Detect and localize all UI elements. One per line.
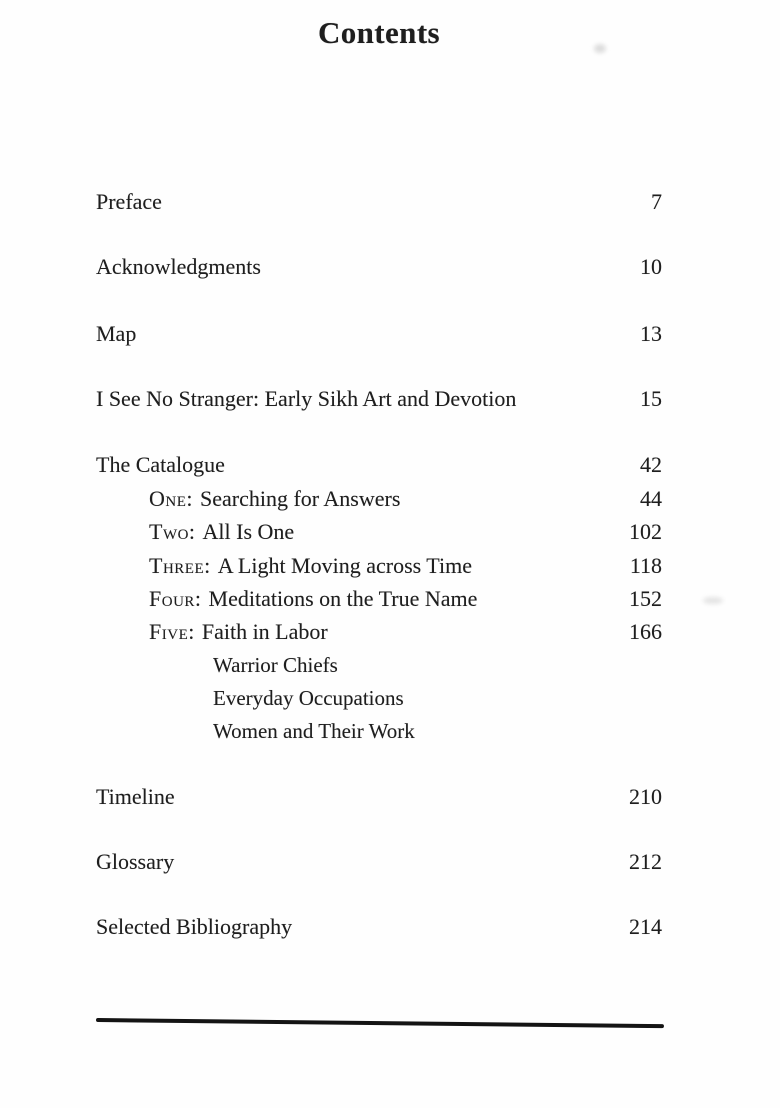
chapter-number: Three: <box>149 553 211 578</box>
toc-entry-page: 152 <box>629 586 662 611</box>
chapter-title: Searching for Answers <box>200 486 401 511</box>
chapter-title: Faith in Labor <box>201 619 328 644</box>
toc-entry-label: The Catalogue <box>96 452 225 477</box>
toc-entry-timeline <box>96 784 662 810</box>
toc-entry-chapter-five <box>96 619 662 645</box>
toc-entry-label <box>96 553 472 579</box>
chapter-number: Four: <box>149 586 202 611</box>
toc-entry-label <box>96 519 294 545</box>
toc-entry-selected-bibliography <box>96 914 662 940</box>
toc-entry-catalogue <box>96 452 662 478</box>
footer-rule <box>96 1018 664 1028</box>
toc-entry-chapter-three <box>96 553 662 579</box>
toc-entry-page: 13 <box>640 321 662 346</box>
toc-entry-page: 118 <box>629 553 662 578</box>
toc-entry-label: Selected Bibliography <box>96 914 293 939</box>
toc-entry-label <box>96 619 328 645</box>
toc-entry-page: 102 <box>629 519 662 544</box>
toc-entry-everyday-occupations <box>96 686 662 711</box>
chapter-title: Meditations on the True Name <box>208 586 478 611</box>
toc-entry-chapter-two <box>96 519 662 545</box>
scan-artifact-speck <box>703 597 723 604</box>
chapter-title: All Is One <box>202 519 295 544</box>
toc-entry-preface <box>96 189 662 215</box>
toc-entry-label: Women and Their Work <box>213 719 415 743</box>
toc-entry-label <box>96 586 477 612</box>
toc-entry-acknowledgments <box>96 254 662 280</box>
toc-entry-label: Glossary <box>96 849 175 874</box>
toc-entry-page: 166 <box>629 619 662 644</box>
toc-entry-label: Map <box>96 321 137 346</box>
toc-entry-page: 7 <box>651 189 662 214</box>
toc-entry-label: Timeline <box>96 784 175 809</box>
toc-entry-page: 44 <box>640 486 662 511</box>
toc-entry-label: Warrior Chiefs <box>213 653 338 677</box>
toc-entry-page: 42 <box>640 452 662 477</box>
toc-entry-chapter-four <box>96 586 662 612</box>
toc-entry-label: Everyday Occupations <box>213 686 404 710</box>
toc-entry-page: 210 <box>629 784 662 809</box>
toc-entry-essay <box>96 386 662 412</box>
toc-entry-label: Acknowledgments <box>96 254 261 279</box>
toc-entry-page: 10 <box>640 254 662 279</box>
toc-entry-glossary <box>96 849 662 875</box>
scan-artifact-speck <box>594 44 606 53</box>
toc-entry-chapter-one <box>96 486 662 512</box>
toc-entry-page: 214 <box>629 914 662 939</box>
chapter-title: A Light Moving across Time <box>217 553 472 578</box>
chapter-number: Two: <box>149 519 196 544</box>
toc-entry-map <box>96 321 662 347</box>
toc-entry-women-and-their-work <box>96 719 662 744</box>
toc-entry-warrior-chiefs <box>96 653 662 678</box>
toc-entry-label <box>96 486 400 512</box>
toc-entry-page: 212 <box>629 849 662 874</box>
toc-entry-label: Preface <box>96 189 162 214</box>
toc-entry-page: 15 <box>640 386 662 411</box>
chapter-number: One: <box>149 486 193 511</box>
page-title: Contents <box>317 15 441 50</box>
chapter-number: Five: <box>149 619 195 644</box>
toc-entry-label: I See No Stranger: Early Sikh Art and Devotion <box>96 386 517 411</box>
